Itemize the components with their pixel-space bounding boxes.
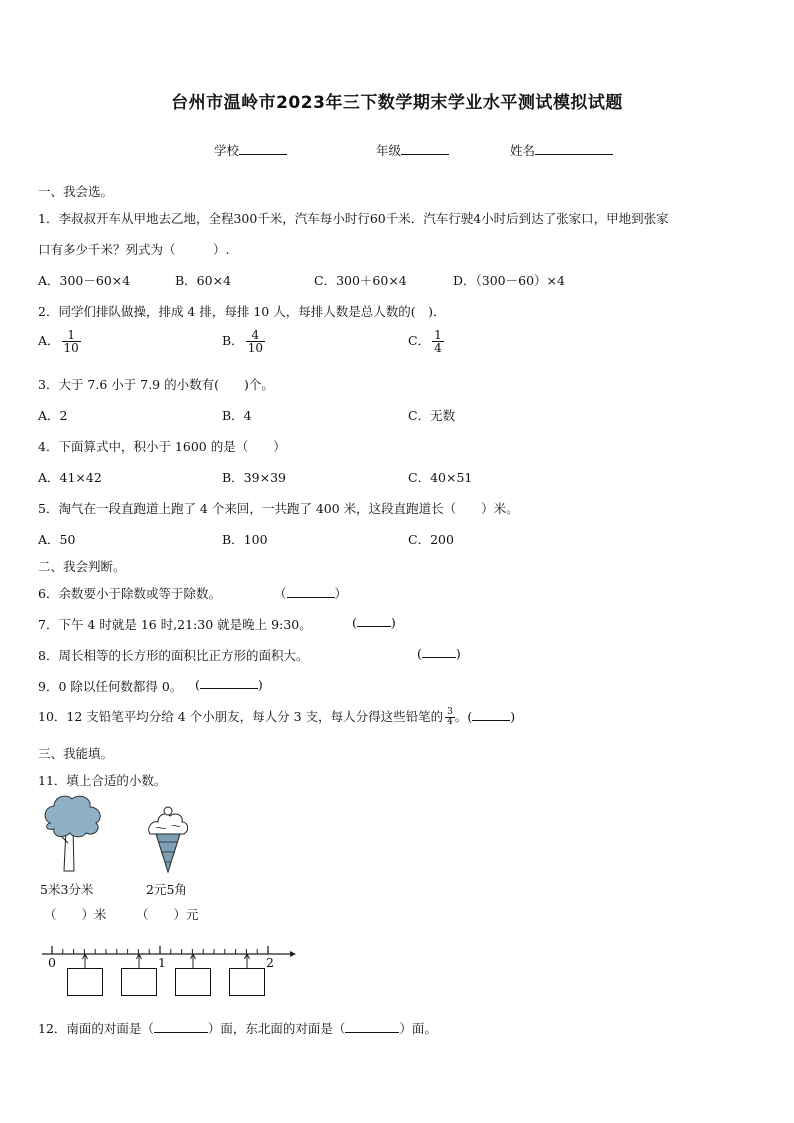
q2-c-numerator: 1 bbox=[434, 328, 442, 342]
q1-option-b[interactable]: B．60×4 bbox=[175, 273, 232, 288]
arrow-up-icon bbox=[83, 954, 88, 968]
q11-blank-meter[interactable]: （ ）米 bbox=[44, 907, 107, 922]
cone-illustration bbox=[144, 806, 194, 876]
q1-line1: 1．李叔叔开车从甲地去乙地，全程300千米，汽车每小时行60千米．汽车行驶4小时后到达了张家口，甲地到张家 bbox=[38, 211, 669, 226]
q2-option-b-label: B． bbox=[222, 333, 244, 348]
tree-caption: 5米3分米 bbox=[40, 882, 94, 897]
tick-label-0: 0 bbox=[48, 955, 56, 970]
q9-paren-right: ) bbox=[257, 677, 263, 692]
tick-label-2: 2 bbox=[266, 955, 274, 970]
q8-paren-left: ( bbox=[417, 646, 422, 661]
answer-box-4[interactable] bbox=[229, 968, 265, 996]
q9-text: 9．0 除以任何数都得 0。 bbox=[38, 679, 183, 694]
q2-option-b[interactable] bbox=[222, 329, 265, 354]
q6-answer[interactable] bbox=[274, 584, 347, 602]
q4-option-b[interactable]: B．39×39 bbox=[222, 470, 286, 485]
q7-paren-right: ) bbox=[390, 615, 396, 630]
answer-box-2[interactable] bbox=[121, 968, 157, 996]
q1-line2: 口有多少千米？列式为（ ）. bbox=[38, 242, 230, 257]
q12-blank-2[interactable] bbox=[345, 1021, 399, 1033]
q8-answer[interactable] bbox=[417, 646, 461, 661]
number-line-ticks bbox=[52, 946, 268, 954]
answer-box-3[interactable] bbox=[175, 968, 211, 996]
q2-b-numerator: 4 bbox=[246, 329, 265, 342]
q11-text: 11．填上合适的小数。 bbox=[38, 773, 167, 788]
section-fill-heading: 三、我能填。 bbox=[38, 746, 114, 761]
ice-cream-icon bbox=[149, 807, 188, 872]
q5-option-c[interactable]: C．200 bbox=[408, 532, 454, 547]
q10-text: 10．12 支铅笔平均分给 4 个小朋友，每人分 3 支，每人分得这些铅笔的 bbox=[38, 709, 444, 724]
name-blank[interactable] bbox=[535, 142, 613, 155]
q1-option-a[interactable]: A．300－60×4 bbox=[38, 273, 131, 288]
q8-paren-right: ) bbox=[455, 646, 461, 661]
section-judge-heading: 二、我会判断。 bbox=[38, 559, 126, 574]
q7-text: 7．下午 4 时就是 16 时,21:30 就是晚上 9:30。 bbox=[38, 617, 312, 632]
q12-text-c: ）面。 bbox=[399, 1021, 437, 1036]
grade-field bbox=[376, 141, 449, 159]
q4-option-a[interactable]: A．41×42 bbox=[38, 470, 102, 485]
q10-paren-left: ( bbox=[467, 709, 473, 724]
name-label: 姓名 bbox=[510, 143, 536, 158]
q9-answer[interactable] bbox=[195, 677, 263, 692]
arrow-head-icon bbox=[290, 951, 296, 957]
q2-a-denominator: 10 bbox=[63, 341, 79, 355]
tree-illustration bbox=[40, 793, 110, 873]
q5-text: 5．淘气在一段直跑道上跑了 4 个来回，一共跑了 400 米，这段直跑道长（ ）米。 bbox=[38, 501, 519, 516]
q2-b-denominator: 10 bbox=[247, 341, 263, 355]
q12-text-a: 12．南面的对面是（ bbox=[38, 1021, 154, 1036]
q3-option-a[interactable]: A．2 bbox=[38, 408, 68, 423]
q2-a-numerator: 1 bbox=[62, 329, 81, 342]
q9-blank[interactable] bbox=[200, 677, 258, 689]
q2-text: 2．同学们排队做操，排成 4 排，每排 10 人，每排人数是总人数的( )． bbox=[38, 304, 446, 319]
q7-blank[interactable] bbox=[357, 615, 391, 627]
q3-option-b[interactable]: B．4 bbox=[222, 408, 252, 423]
q2-option-a-label: A． bbox=[38, 333, 60, 348]
tree-icon bbox=[45, 796, 100, 871]
tick-label-1: 1 bbox=[158, 955, 166, 970]
q2-option-c[interactable] bbox=[408, 329, 444, 354]
arrow-up-icon bbox=[137, 954, 142, 968]
page-title: 台州市温岭市2023年三下数学期末学业水平测试模拟试题 bbox=[171, 93, 623, 113]
grade-label: 年级 bbox=[376, 143, 402, 158]
q5-option-a[interactable]: A．50 bbox=[38, 532, 76, 547]
name-field bbox=[510, 141, 613, 159]
q10-blank[interactable] bbox=[472, 709, 510, 721]
q5-option-b[interactable]: B．100 bbox=[222, 532, 268, 547]
q1-option-d[interactable]: D．（300－60）×4 bbox=[453, 273, 565, 288]
q2-option-a[interactable] bbox=[38, 329, 81, 354]
q9-paren-left: ( bbox=[195, 677, 200, 692]
q12-text-b: ）面，东北面的对面是（ bbox=[207, 1021, 346, 1036]
q2-option-c-fraction bbox=[432, 329, 444, 354]
q6-blank[interactable] bbox=[287, 586, 335, 598]
q4-option-c[interactable]: C．40×51 bbox=[408, 470, 473, 485]
q10-tail: 。 bbox=[454, 709, 468, 724]
q10-answer[interactable] bbox=[467, 709, 515, 724]
school-label: 学校 bbox=[214, 143, 240, 158]
q10-fraction bbox=[445, 708, 455, 727]
arrow-up-icon bbox=[245, 954, 250, 968]
answer-box-1[interactable] bbox=[67, 968, 103, 996]
q4-text: 4．下面算式中，积小于 1600 的是（ ） bbox=[38, 439, 286, 454]
q10-paren-right: ) bbox=[510, 709, 516, 724]
q8-blank[interactable] bbox=[422, 646, 456, 658]
q2-c-denominator: 4 bbox=[434, 341, 442, 355]
q2-option-a-fraction bbox=[62, 329, 81, 354]
grade-blank[interactable] bbox=[401, 142, 449, 155]
q7-answer[interactable] bbox=[352, 615, 396, 630]
school-blank[interactable] bbox=[239, 142, 287, 155]
q2-option-c-label: C． bbox=[408, 333, 431, 348]
q10-line bbox=[38, 707, 515, 727]
arrow-up-icon bbox=[191, 954, 196, 968]
q2-option-b-fraction bbox=[246, 329, 265, 354]
q3-text: 3．大于 7.6 小于 7.9 的小数有( )个。 bbox=[38, 377, 274, 392]
q6-paren-right: ） bbox=[334, 586, 348, 601]
section-choice-heading: 一、我会选。 bbox=[38, 184, 114, 199]
q7-paren-left: ( bbox=[352, 615, 357, 630]
q10-denominator: 4 bbox=[447, 717, 453, 727]
school-field bbox=[214, 141, 287, 159]
q12-line bbox=[38, 1019, 437, 1037]
q10-numerator: 3 bbox=[447, 707, 453, 717]
q1-option-c[interactable]: C．300＋60×4 bbox=[314, 273, 407, 288]
cone-caption: 2元5角 bbox=[146, 882, 187, 897]
q3-option-c[interactable]: C．无数 bbox=[408, 408, 456, 423]
q6-text: 6．余数要小于除数或等于除数。 bbox=[38, 586, 221, 601]
q12-blank-1[interactable] bbox=[154, 1021, 208, 1033]
q8-text: 8．周长相等的长方形的面积比正方形的面积大。 bbox=[38, 648, 309, 663]
q11-blank-yuan[interactable]: （ ）元 bbox=[136, 907, 199, 922]
q6-paren-left: （ bbox=[274, 586, 287, 601]
